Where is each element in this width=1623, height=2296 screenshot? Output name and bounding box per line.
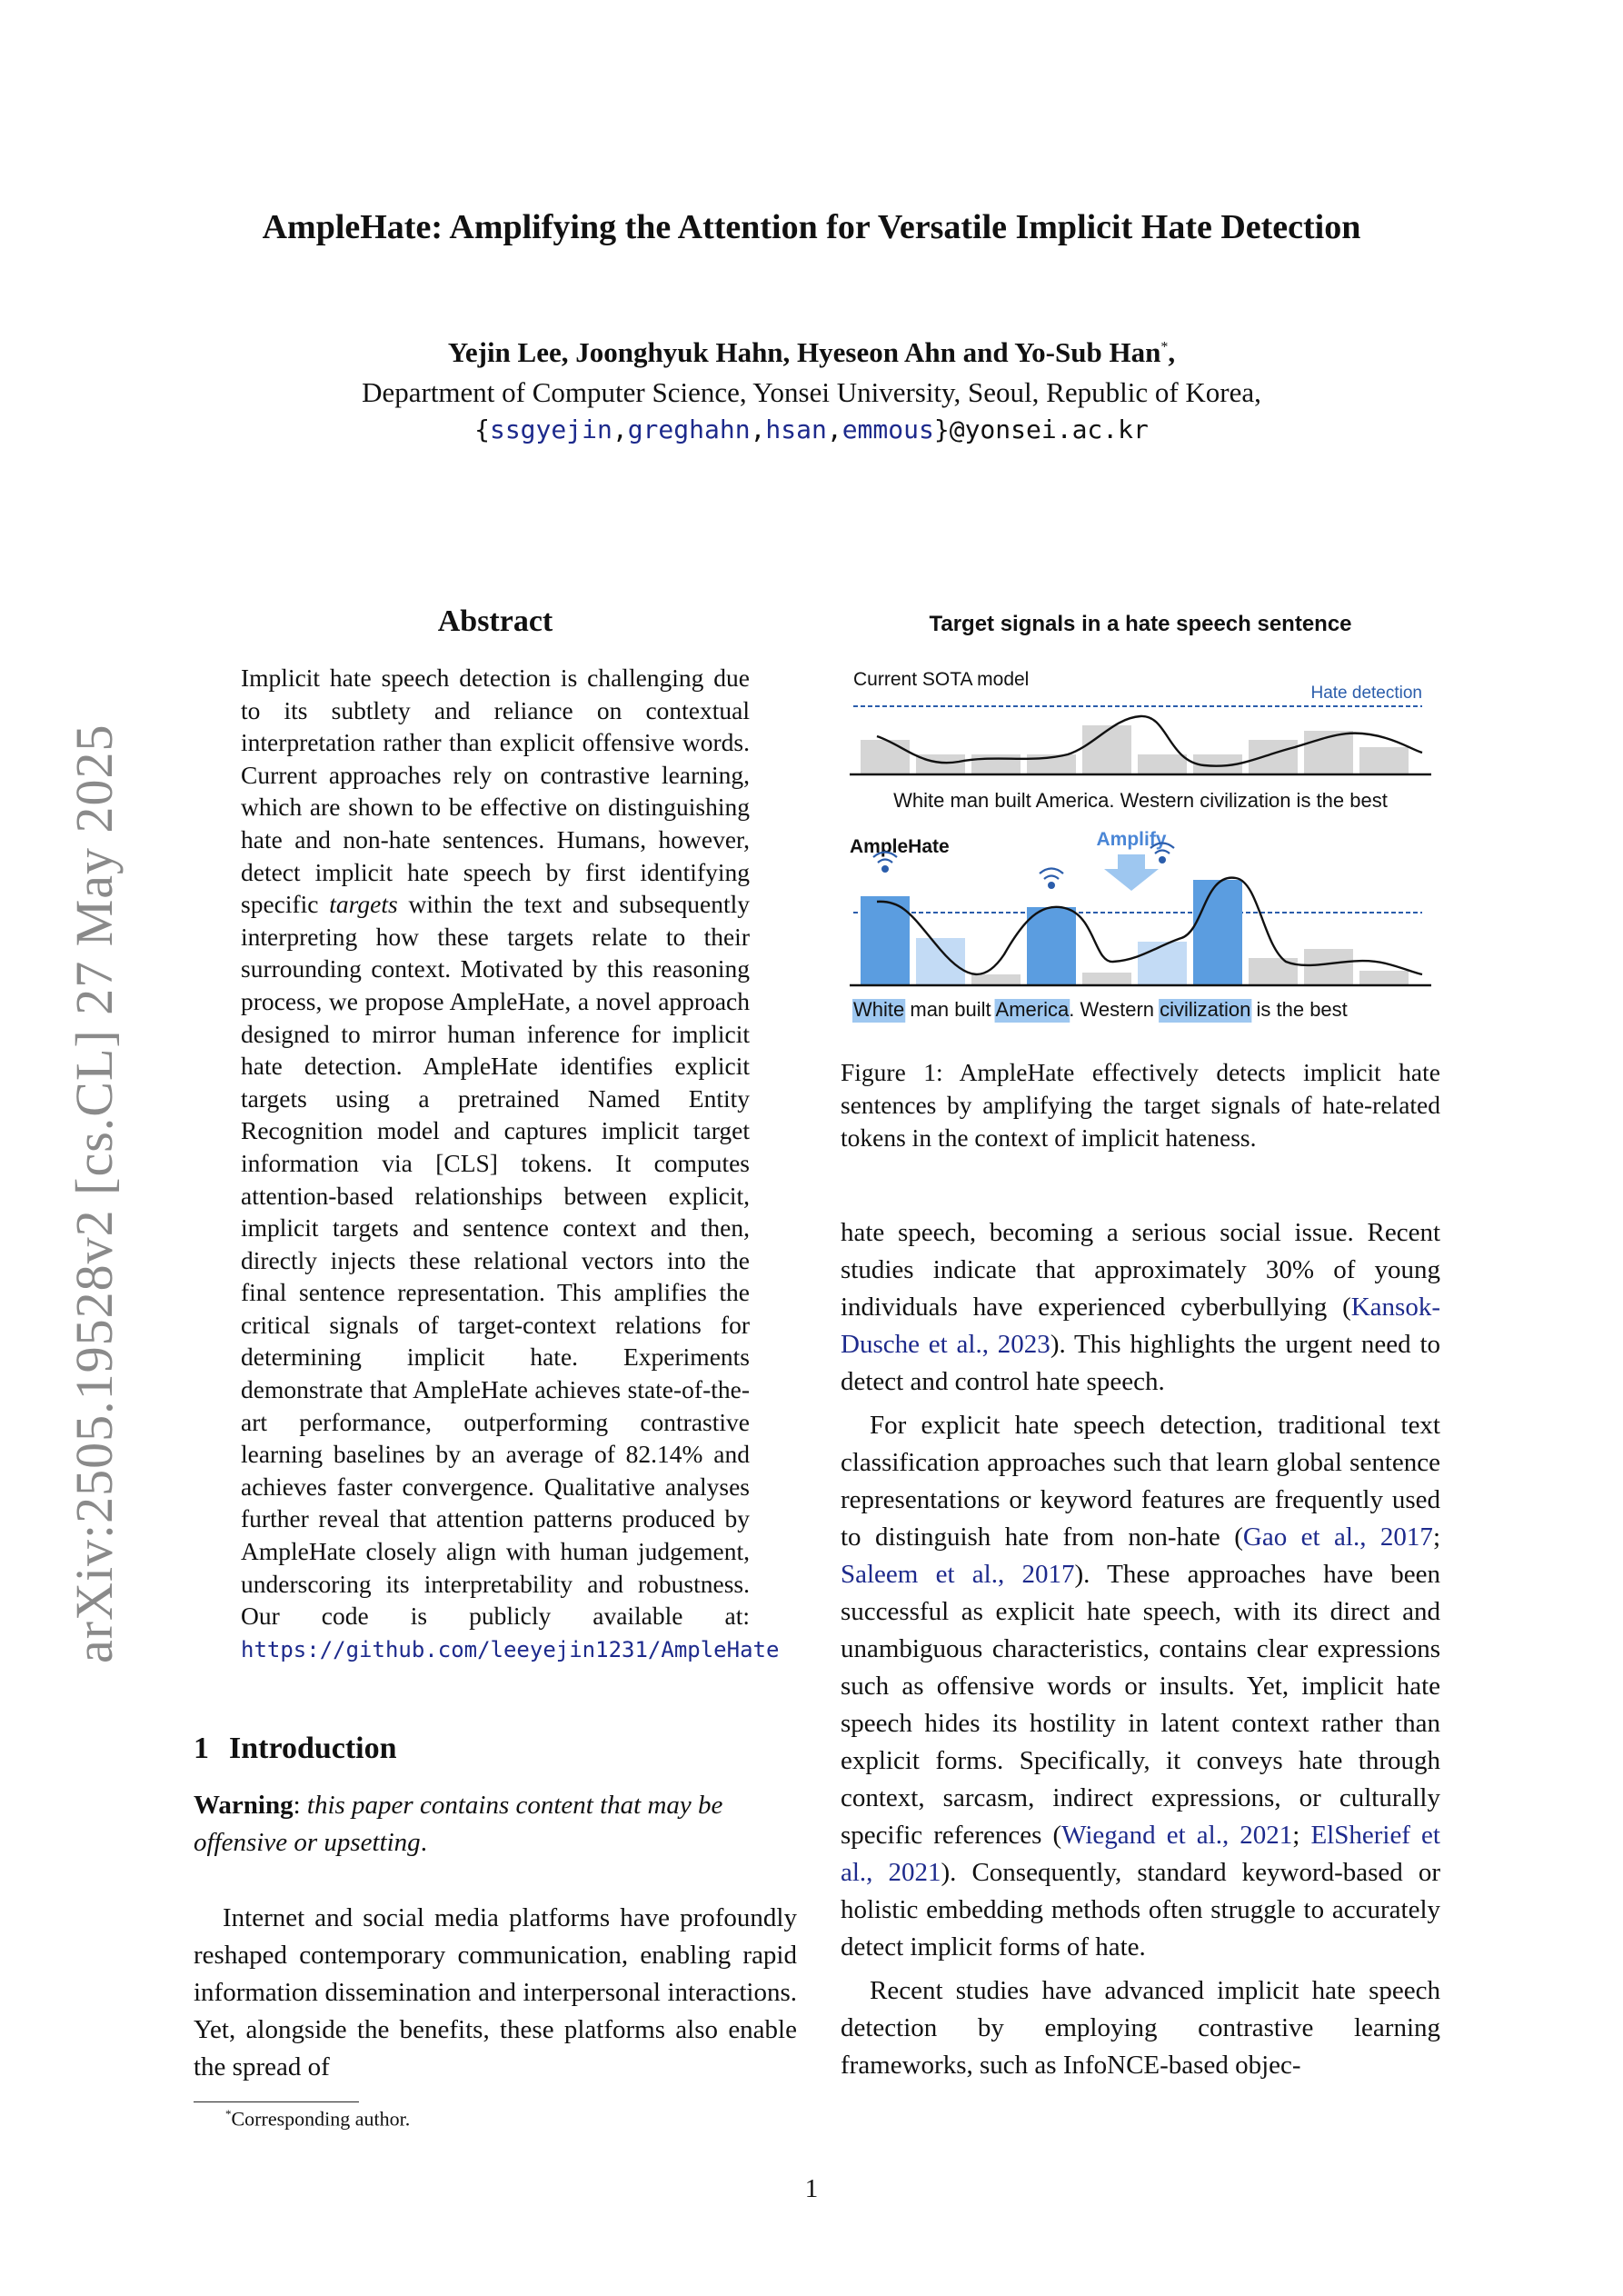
sota-label: Current SOTA model [853,669,1030,690]
footnote [225,2107,410,2131]
email-separator: , [826,414,842,444]
citation-link[interactable]: Kansok-Dusche et al., 2023 [841,1293,1440,1359]
footnote-rule [194,2101,359,2102]
warning-text: this paper contains content that may be offensive or upsetting [194,1791,723,1857]
paragraph [841,1407,1440,1966]
affiliation: Department of Computer Science, Yonsei University, Seoul, Republic of Korea, [362,376,1261,408]
amplehate-bar [971,974,1021,985]
figure-title: Target signals in a hate speech sentence [929,612,1352,636]
email-user-link[interactable]: ssgyejin [489,414,612,444]
sota-bar [1359,747,1409,774]
paragraph: Recent studies have advanced implicit hate speech detection by employing contrastive learning frameworks, such as InfoNCE-based objec- [841,1976,1440,2080]
email-user-link[interactable]: hsan [765,414,827,444]
token: Western [1074,998,1154,1021]
amplehate-bar [916,938,965,985]
arxiv-stamp: arXiv:2505.19528v2 [cs.CL] 27 May 2025 [65,724,124,1663]
signal-icon [1044,876,1059,880]
signal-icon [881,865,889,873]
citation-link[interactable]: Saleem et al., 2017 [841,1560,1075,1589]
para-text: ). These approaches have been successful as explicit hate speech, with its direct and unambiguous characteristics, contains clear expressions such as offensive words or insults. Yet, implicit hate speech hides its hostility in latent context rather than explicit forms. Specifically, it conveys hate through context, sarcasm, indirect expressions, or culturally specific references ( [841,1560,1441,1850]
author-names: Yejin Lee, Joonghyuk Hahn, Hyeseon Ahn and Yo-Sub Han [447,336,1161,368]
abstract-emphasis: targets [329,890,398,919]
token: best [1304,998,1348,1021]
amplify-arrow-icon [1104,854,1159,891]
email-brace: { [474,414,490,444]
section-title: Introduction [229,1732,397,1765]
right-column-text [841,1214,1440,2084]
citation-separator: ; [1432,1522,1440,1552]
model-label: AmpleHate [850,836,950,857]
sota-bar [1138,754,1187,774]
email-domain: }@yonsei.ac.kr [933,414,1149,444]
threshold-label: Hate detection [1310,684,1422,703]
paragraph [841,1214,1440,1401]
author-comma: , [1168,336,1176,368]
code-url-link[interactable]: https://github.com/leeyejin1231/AmpleHate [241,1636,780,1662]
amplehate-bar [1027,907,1076,985]
para-text: hate speech, becoming a serious social issue. Recent studies indicate that approximately 30% of young individuals have experienced cyberbullying ( [841,1218,1440,1322]
warning-colon: : [293,1791,307,1820]
para-text: For explicit hate speech detection, traditional text classification approaches such that learn global sentence representations or keyword features are frequently used to distinguish hate from non-hate ( [841,1411,1440,1552]
signal-icon [1048,882,1055,889]
sota-bars [861,725,1409,774]
email-user-link[interactable]: greghahn [627,414,751,444]
corresponding-marker: * [1160,339,1169,355]
intro-paragraph: Internet and social media platforms have profoundly reshaped contemporary communication, enabling rapid information dissemination and interpersonal interactions. Yet, alongside the benefits, these platforms also enable the spread of [194,1903,797,2081]
citation-link[interactable]: Gao et al., 2017 [1242,1522,1433,1552]
para-text: ). Consequently, standard keyword-based or holistic embedding methods often struggle to accurately detect implicit forms of hate. [841,1858,1440,1962]
content-warning [194,1787,797,1862]
figure-caption: Figure 1: AmpleHate effectively detects implicit hate sentences by amplifying the target signals of hate-related tokens in the context of implicit hateness. [841,1058,1440,1152]
signal-icon [1040,869,1063,874]
author-list [91,336,1532,369]
highlighted-token: White [853,998,905,1021]
sentence-highlighted [853,998,1348,1021]
citation-separator: ; [1292,1821,1311,1850]
token: built [949,998,991,1021]
footnote-marker: * [225,2107,232,2121]
highlighted-token: civilization [1154,998,1251,1021]
sota-bar [1082,725,1131,774]
highlighted-token: America [991,998,1070,1021]
signal-icon [1159,856,1166,863]
sota-bar [861,740,910,774]
amplehate-bar [861,896,910,985]
amplehate-bar [1082,973,1131,985]
amplehate-bar [1359,971,1409,985]
footnote-text: Corresponding author. [231,2107,411,2131]
abstract-body [241,662,780,1666]
amplehate-bar [1138,942,1187,985]
token: is [1250,998,1271,1021]
sota-bar [1249,740,1298,774]
signal-icon [878,860,892,863]
amplehate-bar [1193,880,1242,985]
abstract-text: Implicit hate speech detection is challenging due to its subtlety and reliance on contextual interpretation rather than explicit offensive words. Current approaches rely on contrastive learning, which are shown to be effective on distinguishing hate and non-hate sentences. Humans, however, detect implicit hate speech by first identifying specific [241,664,750,919]
abstract-heading: Abstract [437,604,553,638]
email-separator: , [612,414,628,444]
page-number: 1 [804,2174,819,2203]
section-heading-introduction [194,1732,397,1766]
author-emails [91,414,1532,444]
amplify-label: Amplify [1096,829,1167,850]
figure-1 [841,600,1440,1027]
citation-link[interactable]: ElSherief et al., 2021 [841,1821,1440,1887]
paper-title: AmpleHate: Amplifying the Attention for Versatile Implicit Hate Detection [262,208,1361,246]
citation-link[interactable]: Wiegand et al., 2021 [1061,1821,1293,1850]
amplehate-bar [1304,949,1353,985]
amplehate-bars [861,880,1409,985]
signal-icon [1155,851,1170,854]
sota-bar [971,754,1021,774]
para-text: ). This highlights the urgent need to detect and control hate speech. [841,1330,1440,1396]
email-user-link[interactable]: emmous [841,414,934,444]
abstract-text: within the text and subsequently interpreting how these targets relate to their surrounding context. Motivated by this reasoning process, we propose AmpleHate, a novel approach designed to mirror human inference for implicit hate detection. AmpleHate identifies explicit targets using a pretrained Named Entity Recognition model and captures implicit target information via [CLS] tokens. It computes attention-based relationships between explicit, implicit targets and sentence context and then, directly injects these relational vectors into the final sentence representation. This amplifies the critical signals of target-context relations for determining implicit hate. Experiments demonstrate that AmpleHate achieves state-of-the-art performance, outperforming contrastive learning baselines by an average of 82.14% and achieves faster convergence. Qualitative analyses further reveal that attention patterns produced by AmpleHate closely align with human judgement, underscoring its interpretability and robustness. Our code is publicly available at: [241,890,750,1631]
token: the [1270,998,1305,1021]
token: man [904,998,950,1021]
warning-label: Warning [194,1791,294,1820]
token: . [1069,998,1075,1021]
email-separator: , [750,414,766,444]
section-number: 1 [194,1732,209,1765]
warning-period: . [420,1828,427,1857]
sentence-plain: White man built America. Western civilization is the best [893,789,1388,812]
